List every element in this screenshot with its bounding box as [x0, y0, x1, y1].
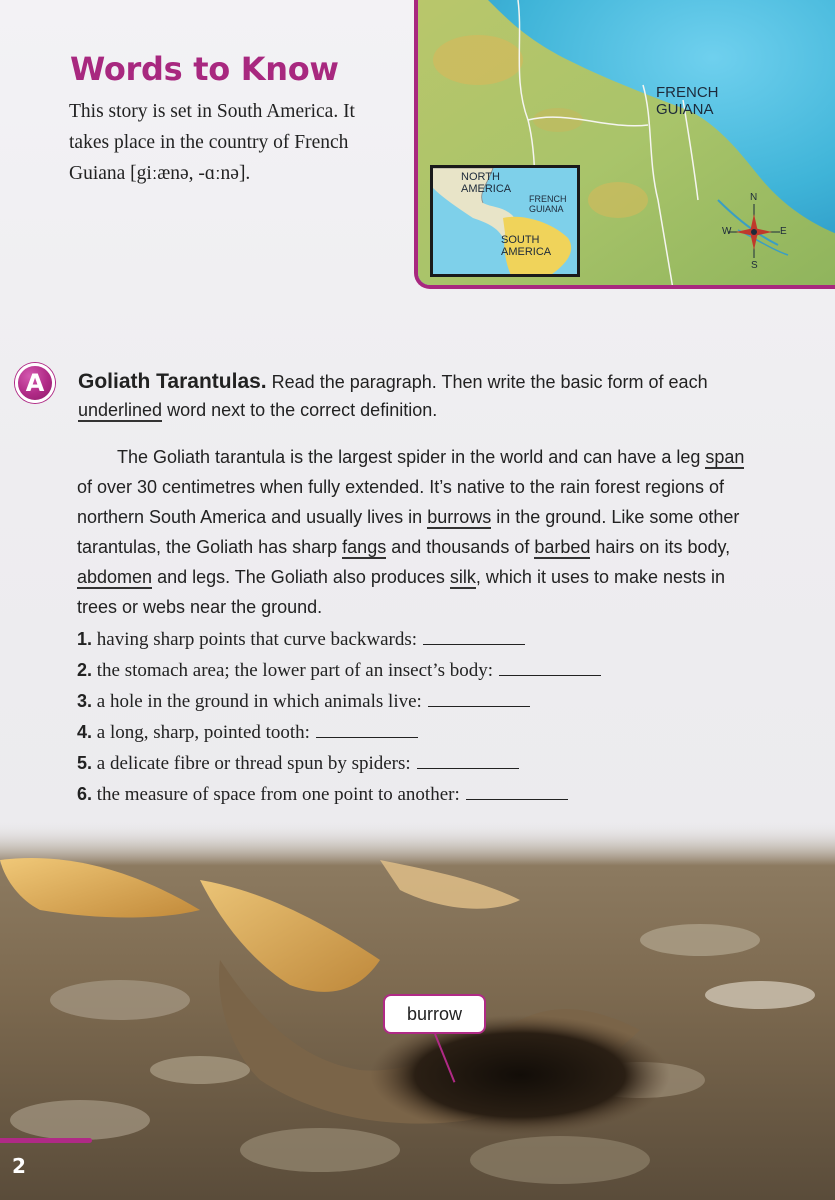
burrow-callout: burrow	[383, 994, 486, 1034]
words-to-know-title: Words to Know	[70, 50, 339, 88]
underlined-word: burrows	[427, 507, 492, 527]
answer-blank[interactable]	[423, 625, 525, 645]
answer-blank[interactable]	[499, 656, 601, 676]
compass-rose	[722, 192, 787, 272]
compass-e: E	[780, 226, 787, 237]
underlined-word: span	[705, 447, 745, 467]
paragraph-text: and thousands of	[386, 537, 535, 557]
answer-blank[interactable]	[428, 687, 530, 707]
inset-label-french-guiana: FRENCH GUIANA	[529, 194, 567, 214]
underlined-word: abdomen	[77, 567, 153, 587]
definition-item	[77, 717, 777, 748]
definition-item	[77, 748, 777, 779]
paragraph-text: of over 30 centimetres when fully extended. It’s native to the rain forest regions of northern South America and usually lives in	[77, 477, 725, 527]
paragraph-text: hairs on its body,	[590, 537, 731, 557]
underlined-word: silk	[449, 567, 476, 587]
intro-text: This story is set in South America. It takes place in the country of French Guiana [giːænə, -ɑːnə].	[69, 101, 355, 184]
item-definition: the measure of space from one point to another:	[96, 784, 460, 805]
section-badge: A	[15, 363, 55, 403]
paragraph-text: and legs. The Goliath also produces	[152, 567, 450, 587]
definition-list	[77, 624, 777, 810]
item-definition: a long, sharp, pointed tooth:	[96, 722, 310, 743]
compass-n: N	[750, 192, 758, 203]
inset-label-north-america: NORTH AMERICA	[461, 171, 512, 195]
page-number: 2	[12, 1154, 26, 1178]
footer-bar	[0, 1138, 92, 1143]
section-heading: Goliath Tarantulas.	[78, 370, 267, 393]
instructions	[78, 368, 778, 424]
underlined-word: fangs	[342, 537, 387, 557]
item-number: 6.	[77, 784, 93, 804]
paragraph-text: in the ground. Like some other tarantulas, the Goliath has sharp	[77, 507, 740, 557]
item-definition: a delicate fibre or thread spun by spiders:	[96, 753, 411, 774]
answer-blank[interactable]	[466, 780, 568, 800]
reading-paragraph	[77, 442, 757, 622]
answer-blank[interactable]	[316, 718, 418, 738]
definition-item	[77, 779, 777, 810]
item-definition: having sharp points that curve backwards:	[96, 629, 418, 650]
item-number: 3.	[77, 691, 93, 711]
item-definition: the stomach area; the lower part of an insect’s body:	[96, 660, 493, 681]
paragraph-text: , which it uses to make nests in trees or webs near the ground.	[77, 567, 726, 617]
map-label-french-guiana: FRENCH GUIANA	[656, 84, 719, 118]
inset-map	[430, 165, 580, 277]
definition-item	[77, 624, 777, 655]
compass-w: W	[722, 226, 732, 237]
instructions-text-1: Read the paragraph. Then write the basic form of each	[266, 372, 708, 392]
inset-label-south-america: SOUTH AMERICA	[501, 234, 552, 258]
compass-s: S	[751, 260, 758, 271]
instructions-text-2: word next to the correct definition.	[162, 400, 438, 420]
definition-item	[77, 686, 777, 717]
underlined-word: barbed	[534, 537, 591, 557]
item-number: 4.	[77, 722, 93, 742]
item-number: 5.	[77, 753, 93, 773]
item-number: 1.	[77, 629, 93, 649]
definition-item	[77, 655, 777, 686]
instructions-underlined: underlined	[78, 400, 163, 420]
item-number: 2.	[77, 660, 93, 680]
paragraph-text: The Goliath tarantula is the largest spider in the world and can have a leg	[117, 447, 706, 467]
french-guiana-map	[414, 0, 835, 289]
answer-blank[interactable]	[417, 749, 519, 769]
item-definition: a hole in the ground in which animals live:	[96, 691, 422, 712]
